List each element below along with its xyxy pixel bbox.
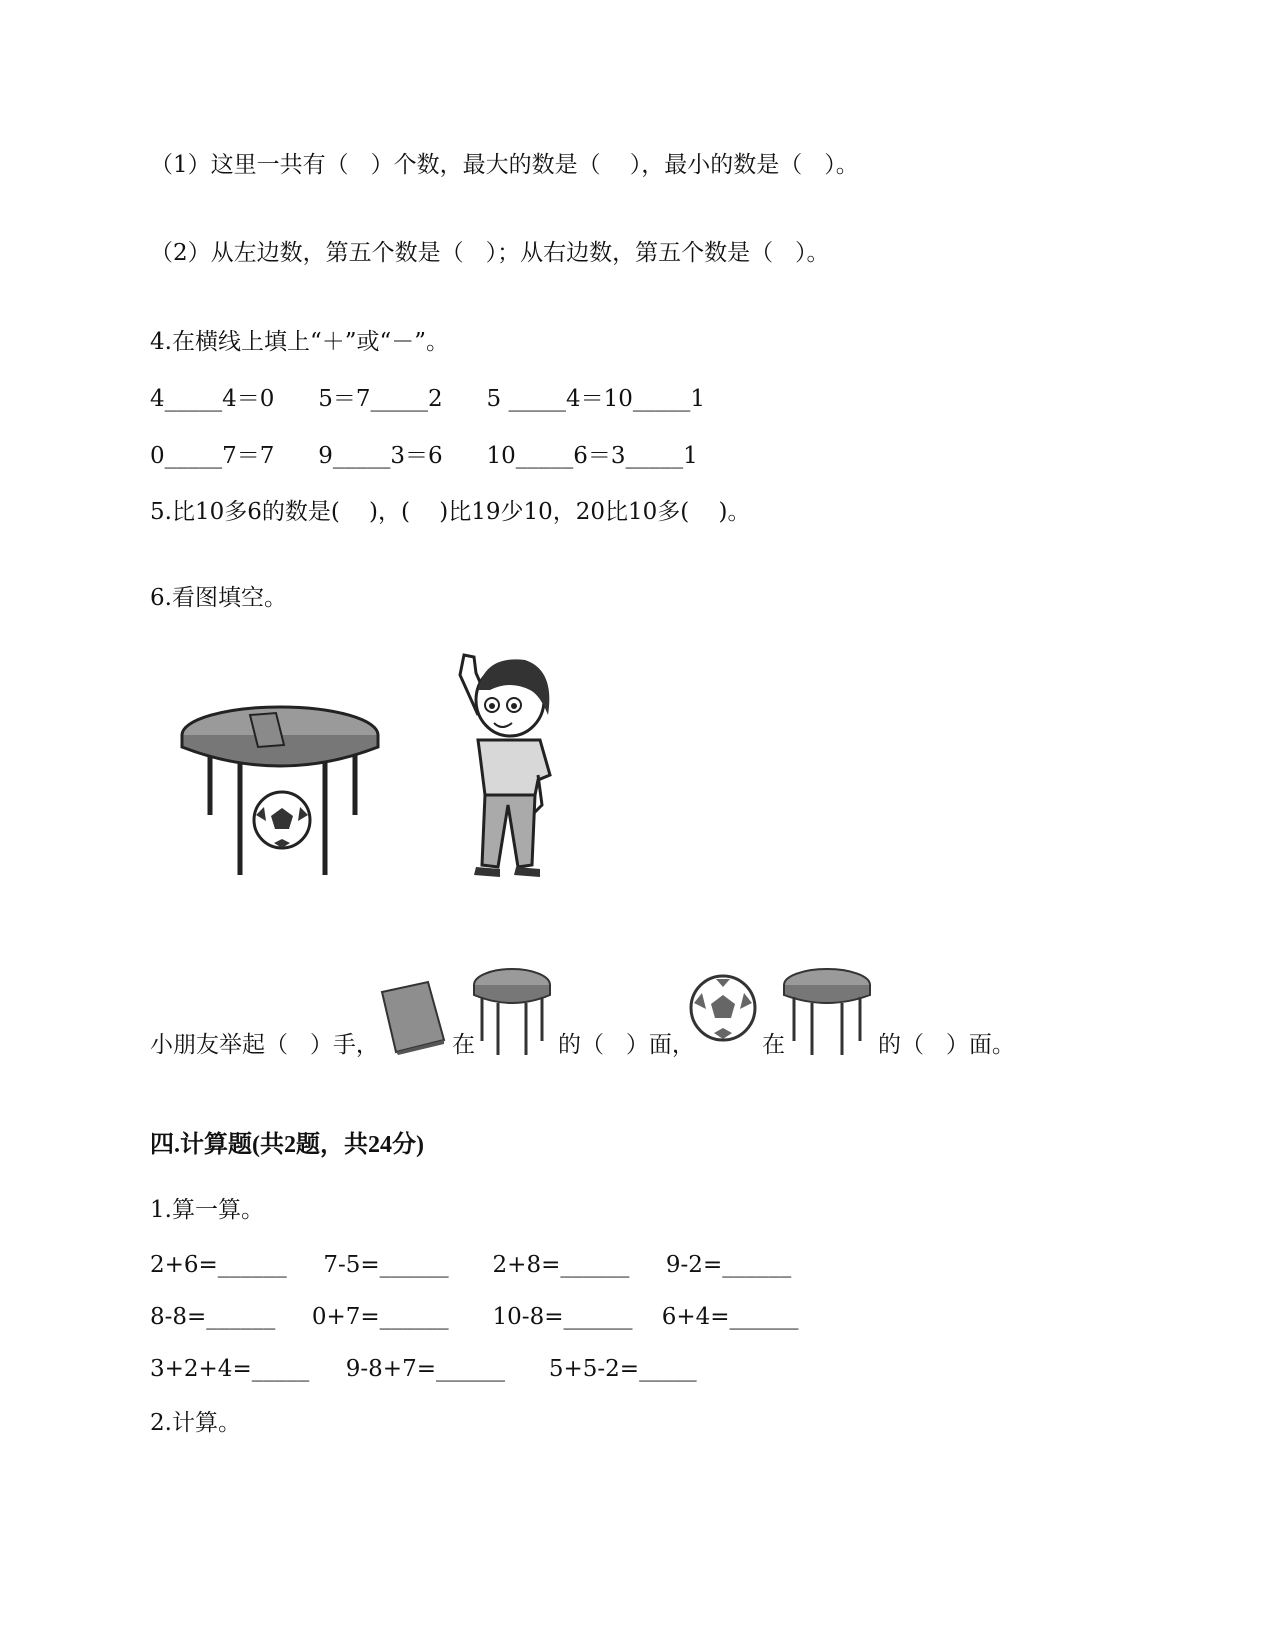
- small-table-icon: [780, 963, 874, 1058]
- question-4-row-2: 0_____7＝7 9_____3＝6 10_____6＝3_____1: [150, 443, 698, 469]
- sentence-part-1: 小朋友举起（ ）手，: [150, 1032, 379, 1058]
- calc-row-1: 2+6=______ 7-5=______ 2+8=______ 9-2=______: [150, 1252, 792, 1278]
- sentence-part-2: 在: [452, 1032, 475, 1058]
- table-with-book-and-ball-illustration: [180, 675, 385, 880]
- calc-row-2: 8-8=______ 0+7=______ 10-8=______ 6+4=______: [150, 1304, 799, 1330]
- question-4-row-1: 4_____4＝0 5＝7_____2 5 _____4＝10_____1: [150, 386, 706, 412]
- soccer-ball-icon: [688, 973, 758, 1043]
- sentence-part-3: 的（ ）面，: [558, 1032, 695, 1058]
- section-4-question-2-title: 2.计算。: [150, 1410, 241, 1436]
- picture-fill-sentence: [150, 975, 1150, 1065]
- question-3-part-1: （1）这里一共有（ ）个数，最大的数是（ ），最小的数是（ ）。: [150, 152, 859, 178]
- section-4-heading: 四.计算题(共2题，共24分): [150, 1132, 424, 1158]
- question-5: 5.比10多6的数是( )，( )比19少10，20比10多( )。: [150, 499, 751, 525]
- small-table-icon: [470, 963, 554, 1058]
- sentence-part-5: 的（ ）面。: [878, 1032, 1015, 1058]
- section-4-question-1-title: 1.算一算。: [150, 1197, 264, 1223]
- boy-raising-hand-illustration: [430, 645, 575, 880]
- question-6-title: 6.看图填空。: [150, 585, 287, 611]
- soccer-ball-icon: [254, 792, 310, 848]
- book-icon: [378, 980, 448, 1055]
- question-3-part-2: （2）从左边数，第五个数是（ ）；从右边数，第五个数是（ ）。: [150, 240, 830, 266]
- question-4-title: 4.在横线上填上“＋”或“－”。: [150, 329, 449, 355]
- sentence-part-4: 在: [762, 1032, 785, 1058]
- calc-row-3: 3+2+4=_____ 9-8+7=______ 5+5-2=_____: [150, 1356, 697, 1382]
